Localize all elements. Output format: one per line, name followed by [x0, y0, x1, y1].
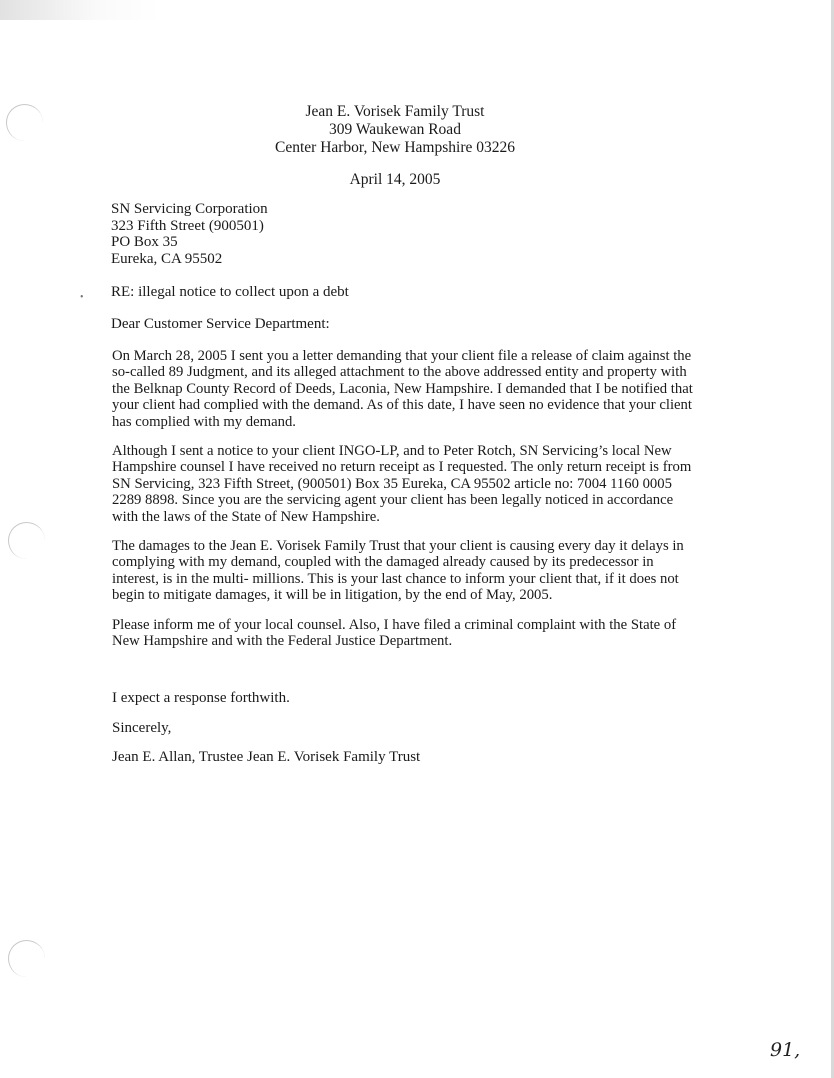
- closing-expectation: I expect a response forthwith.: [112, 690, 290, 706]
- signature-line: Jean E. Allan, Trustee Jean E. Vorisek Family Trust: [112, 749, 421, 765]
- recipient-po-box: PO Box 35: [111, 234, 178, 250]
- stray-mark: •: [80, 292, 84, 303]
- body-paragraph: The damages to the Jean E. Vorisek Family Trust that your client is causing every day it delays in complying with my demand, coupled with the damaged already caused by its predecessor in interest, is in the multi- millions. This is your last chance to inform your client that, if it does not begin to mitigate damages, it will be in litigation, by the end of May, 2005.: [112, 538, 684, 604]
- recipient-address: [111, 201, 701, 267]
- recipient-company: SN Servicing Corporation: [111, 201, 268, 217]
- body-paragraph: Please inform me of your local counsel. Also, I have filed a criminal complaint with the State of New Hampshire and with the Federal Justice Department.: [112, 616, 677, 650]
- subject-line: RE: illegal notice to collect upon a debt: [111, 284, 349, 300]
- handwritten-page-number: 91,: [770, 1039, 801, 1061]
- salutation: Dear Customer Service Department:: [111, 316, 330, 332]
- punch-hole-mark: [8, 940, 45, 977]
- body-paragraph: Although I sent a notice to your client INGO-LP, and to Peter Rotch, SN Servicing’s local New Hampshire counsel I have received no return receipt as I requested. The only return receipt is from SN Servicing, 323 Fifth Street, (900501) Box 35 Eureka, CA 95502 article no: 7004 1160 0005 2289 8898. Since you are the servicing agent your client has been legally noticed in accordance with the laws of the State of New Hampshire.: [112, 443, 692, 525]
- sender-street: 309 Waukewan Road: [329, 121, 461, 138]
- body-paragraph: On March 28, 2005 I sent you a letter demanding that your client file a release of claim against the so-called 89 Judgment, and its alleged attachment to the above addressed entity and property with the Belknap County Record of Deeds, Laconia, New Hampshire. I demanded that I be notified that your client had complied with the demand. As of this date, I have seen no evidence that your client has complied with my demand.: [112, 348, 693, 430]
- punch-hole-mark: [8, 522, 45, 559]
- letter-closing: [112, 690, 702, 779]
- scan-artifact: [0, 0, 160, 20]
- recipient-street: 323 Fifth Street (900501): [111, 217, 264, 234]
- letterhead: [0, 103, 790, 189]
- sender-city: Center Harbor, New Hampshire 03226: [275, 139, 515, 156]
- letter-date: April 14, 2005: [349, 171, 441, 188]
- recipient-city: Eureka, CA 95502: [111, 250, 223, 267]
- valediction: Sincerely,: [112, 719, 172, 736]
- letter-body: [112, 348, 702, 663]
- sender-name: Jean E. Vorisek Family Trust: [305, 103, 485, 120]
